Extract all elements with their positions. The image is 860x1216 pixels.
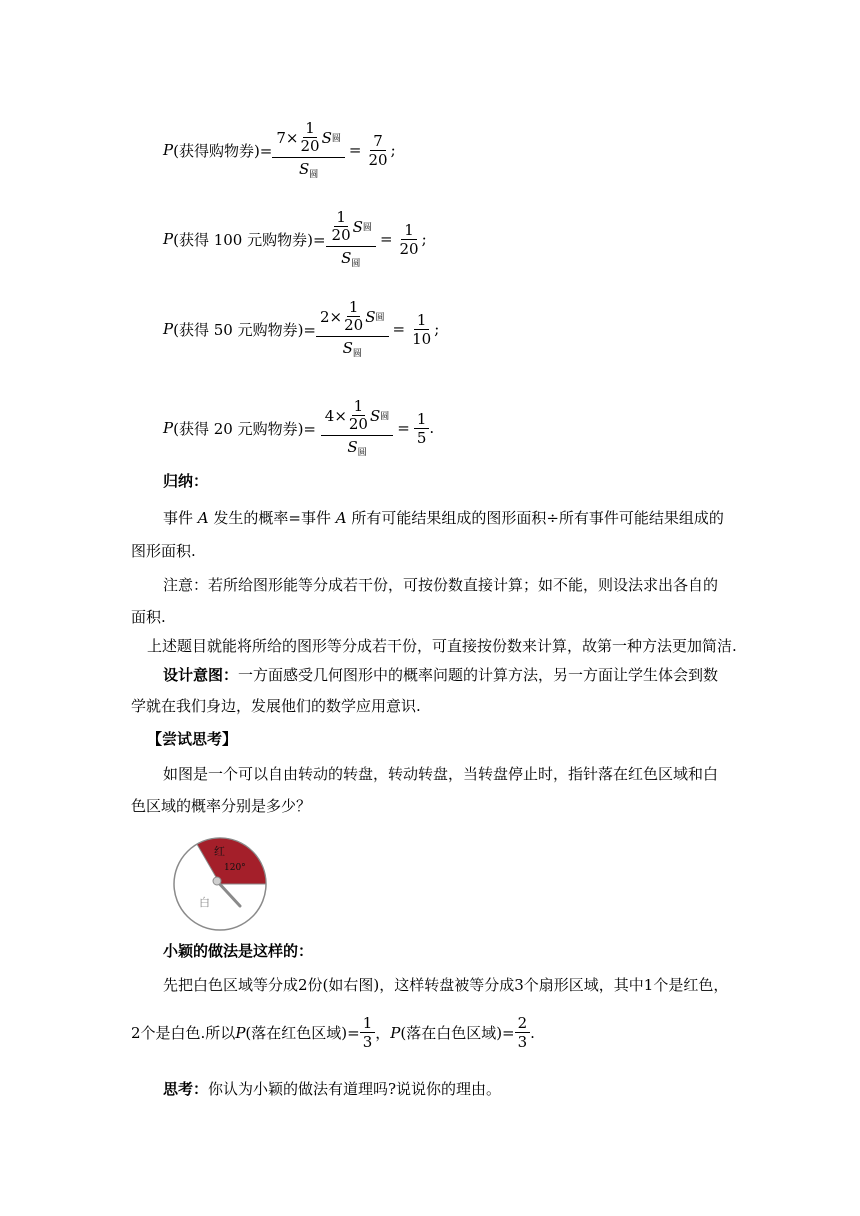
question-line-1: 如图是一个可以自由转动的转盘，转动转盘，当转盘停止时，指针落在红色区域和白	[163, 765, 719, 783]
formula-p-20: P (获得 20 元购物券)= 4 × $\frac{1}{20}$ S 圆 $S_圆$ = $\frac{1}{5}$ .	[163, 397, 435, 458]
solution-line-2: 2个是白色.所以 P (落在红色区域)= $\frac{1}{3}$ ， P (落在白色区域)= $\frac{2}{3}$ .	[131, 1014, 535, 1051]
note-line-2: 面积.	[131, 608, 166, 626]
fraction-red: $\frac{1}{3}$	[360, 1014, 376, 1051]
result-fraction: $\frac{7}{20}$	[368, 131, 388, 169]
angle-label: 120°	[224, 863, 246, 873]
design-line-1: 设计意图：一方面感受几何图形中的概率问题的计算方法，另一方面让学生体会到数	[163, 666, 719, 684]
xiaoying-heading: 小颖的做法是这样的：	[163, 942, 314, 960]
formula-p-100: P (获得 100 元购物券)= $\frac{1}{20}$ S 圆 $S_圆$ = $\frac{1}{20}$ ;	[163, 208, 427, 269]
formula-p-50: P (获得 50 元购物券)= 2 × $\frac{1}{20}$ S 圆 $S_圆$ = $\frac{1}{10}$ ;	[163, 298, 440, 359]
main-fraction: 2 × $\frac{1}{20}$ S 圆 $S_圆$	[316, 297, 389, 361]
fraction-1-20: $\frac{1}{20}$	[300, 119, 320, 155]
think-line: 思考：你认为小颖的做法有道理吗?说说你的理由。	[163, 1080, 502, 1098]
summary-line-2: 图形面积.	[131, 542, 196, 560]
red-label: 红	[214, 845, 225, 858]
numerator: 7 × $\frac{1}{20}$ S 圆	[272, 118, 345, 158]
spinner-figure	[172, 836, 272, 934]
solution-line-1: 先把白色区域等分成2份(如右图)，这样转盘被等分成3个扇形区域，其中1个是红色，	[163, 976, 729, 994]
try-heading: 【尝试思考】	[147, 730, 238, 748]
formula-label: (获得购物券)=	[173, 141, 273, 160]
denominator: $S_圆$	[298, 160, 319, 180]
question-line-2: 色区域的概率分别是多少？	[131, 797, 312, 815]
main-fraction: $\frac{1}{20}$ S 圆 $S_圆$	[326, 207, 376, 271]
method-paragraph: 上述题目就能将所给的图形等分成若干份，可直接按份数来计算，故第一种方法更加简洁.	[147, 637, 737, 655]
fraction-white: $\frac{2}{3}$	[515, 1014, 531, 1051]
summary-line-1: 事件 A 发生的概率=事件 A 所有可能结果组成的图形面积÷所有事件可能结果组成的	[163, 509, 724, 527]
formula-p-voucher: P (获得购物券)= 7 × $\frac{1}{20}$ S 圆 $S_圆$ = $\frac{7}{20}$ ;	[163, 119, 396, 180]
design-line-2: 学就在我们身边，发展他们的数学应用意识.	[131, 697, 421, 715]
note-line-1: 注意：若所给图形能等分成若干份，可按份数直接计算；如不能，则设法求出各自的	[163, 576, 719, 594]
p-symbol: P	[163, 141, 174, 159]
spinner-pivot	[213, 877, 221, 885]
white-label: 白	[199, 896, 210, 909]
main-fraction	[272, 118, 345, 182]
summary-heading: 归纳：	[163, 472, 209, 490]
main-fraction: 4 × $\frac{1}{20}$ S 圆 $S_圆$	[321, 396, 394, 460]
